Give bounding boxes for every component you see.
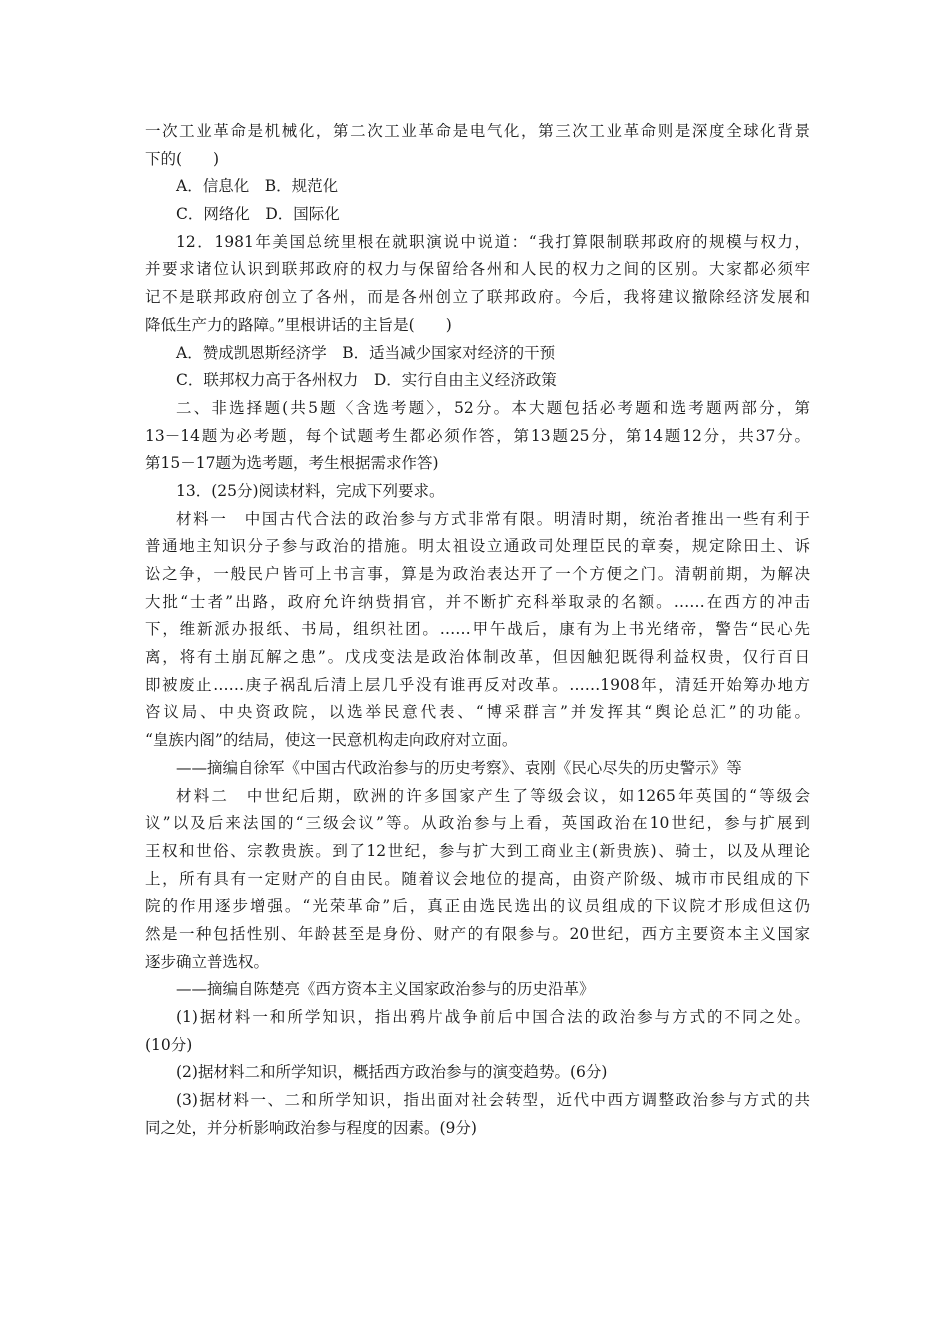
- text-line: (2)据材料二和所学知识，概括西方政治参与的演变趋势。(6分): [176, 1063, 608, 1082]
- text-line: 第15－17题为选考题，考生根据需求作答): [145, 454, 439, 473]
- text-line: 同之处，并分析影响政治参与程度的因素。(9分): [145, 1118, 477, 1137]
- text-line: 离，将有土崩瓦解之患”。戊戌变法是政治体制改革，但因触犯既得利益权贵，仅行百日: [145, 648, 810, 667]
- text-line: 记不是联邦政府创立了各州，而是各州创立了联邦政府。今后，我将建议撤除经济发展和: [145, 288, 810, 307]
- text-line: 院的作用逐步增强。“光荣革命”后，真正由选民选出的议员组成的下议院才形成但这仍: [145, 897, 810, 916]
- text-line: (10分): [145, 1035, 193, 1054]
- text-line: A．赞成凯恩斯经济学 B．适当减少国家对经济的干预: [176, 343, 556, 362]
- text-line: ——摘编自徐军《中国古代政治参与的历史考察》、袁刚《民心尽失的历史警示》等: [176, 758, 742, 777]
- text-line: 12．1981年美国总统里根在就职演说中说道：“我打算限制联邦政府的规模与权力，: [176, 232, 810, 251]
- text-line: 讼之争，一般民户皆可上书言事，算是为政治表达开了一个方便之门。清朝前期，为解决: [145, 565, 810, 583]
- text-line: 13．(25分)阅读材料，完成下列要求。: [176, 481, 445, 500]
- text-line: (1)据材料一和所学知识，指出鸦片战争前后中国合法的政治参与方式的不同之处。: [176, 1008, 810, 1026]
- text-line: 逐步确立普选权。: [145, 952, 270, 971]
- text-line: 王权和世俗、宗教贵族。到了12世纪，参与扩大到工商业主(新贵族)、骑士，以及从理论: [145, 841, 810, 860]
- text-line: “皇族内阁”的结局，使这一民意机构走向政府对立面。: [145, 731, 518, 750]
- document-page: [145, 118, 810, 1142]
- text-line: 然是一种包括性别、年龄甚至是身份、财产的有限参与。20世纪，西方主要资本主义国家: [145, 924, 810, 943]
- text-line: 降低生产力的路障。”里根讲话的主旨是( ): [145, 315, 452, 334]
- text-line: A．信息化 B．规范化: [176, 177, 339, 196]
- text-line: C．联邦权力高于各州权力 D．实行自由主义经济政策: [176, 371, 557, 390]
- text-line: 下的( ): [145, 149, 220, 168]
- text-line: 一次工业革命是机械化，第二次工业革命是电气化，第三次工业革命则是深度全球化背景: [145, 122, 810, 140]
- text-line: 材料一 中国古代合法的政治参与方式非常有限。明清时期，统治者推出一些有利于: [176, 509, 810, 528]
- text-line: C．网络化 D．国际化: [176, 205, 340, 224]
- text-line: 咨议局、中央资政院，以选举民意代表、“博采群言”并发挥其“舆论总汇”的功能。: [145, 703, 810, 722]
- text-line: ——摘编自陈楚亮《西方资本主义国家政治参与的历史沿革》: [176, 980, 595, 999]
- text-line: 普通地主知识分子参与政治的措施。明太祖设立通政司处理臣民的章奏，规定除田土、诉: [145, 537, 810, 556]
- text-line: 13－14题为必考题，每个试题考生都必须作答，第13题25分，第14题12分，共37分。: [145, 426, 810, 445]
- text-line: 并要求诸位认识到联邦政府的权力与保留给各州和人民的权力之间的区别。大家都必须牢: [145, 260, 810, 279]
- text-line: 即被废止……庚子祸乱后清上层几乎没有谁再反对改革。……1908年，清廷开始筹办地方: [145, 675, 810, 694]
- text-line: 大批“士者”出路，政府允许纳赀捐官，并不断扩充科举取录的名额。……在西方的冲击: [145, 592, 810, 611]
- text-line: 上，所有具有一定财产的自由民。随着议会地位的提高，由资产阶级、城市市民组成的下: [145, 869, 810, 888]
- text-line: 二、非选择题(共5题〈含选考题〉，52分。本大题包括必考题和选考题两部分，第: [176, 398, 810, 417]
- text-line: 材料二 中世纪后期，欧洲的许多国家产生了等级会议，如1265年英国的“等级会: [176, 786, 810, 805]
- text-line: 议”以及后来法国的“三级会议”等。从政治参与上看，英国政治在10世纪，参与扩展到: [145, 814, 810, 833]
- text-line: 下，维新派办报纸、书局，组织社团。……甲午战后，康有为上书光绪帝，警告“民心先: [145, 620, 810, 639]
- text-line: (3)据材料一、二和所学知识，指出面对社会转型，近代中西方调整政治参与方式的共: [176, 1091, 810, 1110]
